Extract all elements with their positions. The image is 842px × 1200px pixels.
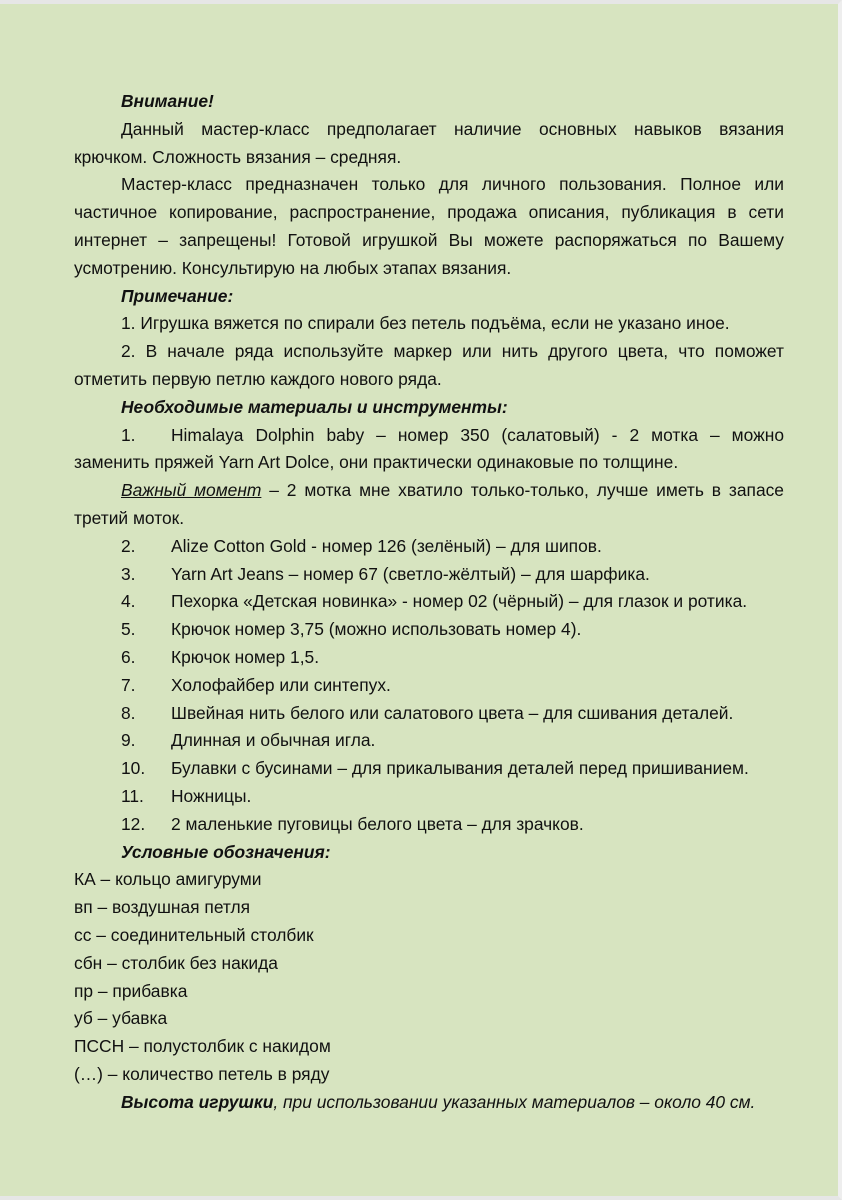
attention-text-line: крючком. Сложность вязания – средняя. (74, 146, 402, 167)
legend-entry: уб – убавка (74, 1008, 168, 1029)
document-content (74, 88, 784, 1116)
material-item (74, 644, 784, 672)
note-item: 2. В начале ряда используйте маркер или нить другого цвета, что поможет (121, 341, 784, 362)
material-item (74, 422, 784, 450)
material-item-text: Крючок номер 1,5. (171, 646, 320, 667)
toy-height-label: Высота игрушки (121, 1091, 274, 1112)
important-note (74, 477, 784, 505)
important-text: – 2 мотка мне хватило только-только, лучше иметь в запасе (261, 480, 784, 501)
important-label: Важный момент (121, 480, 262, 501)
material-item-continued: заменить пряжей Yarn Art Dolce, они практически одинаковые по толщине. (74, 452, 679, 473)
material-item-text: Yarn Art Jeans – номер 67 (светло-жёлтый) – для шарфика. (171, 563, 650, 584)
material-item-text: Пехорка «Детская новинка» - номер 02 (чёрный) – для глазок и ротика. (171, 591, 748, 612)
material-item-text: Булавки с бусинами – для прикалывания деталей перед пришиванием. (171, 758, 749, 779)
material-item (74, 700, 784, 728)
toy-height-text: , при использовании указанных материалов – около 40 см. (273, 1091, 756, 1112)
legend-entry: КА – кольцо амигуруми (74, 869, 262, 890)
material-item-number: 12. (121, 813, 146, 834)
toy-height (74, 1089, 784, 1117)
legend-entry: вп – воздушная петля (74, 897, 251, 918)
material-item-text: Alize Cotton Gold - номер 126 (зелёный) – для шипов. (171, 535, 602, 556)
attention-text-line: интернет – запрещены! Готовой игрушкой Вы можете распоряжаться по Вашему (74, 229, 784, 250)
material-item-number: 7. (121, 674, 136, 695)
legend-entry: пр – прибавка (74, 980, 188, 1001)
material-item-number: 11. (121, 785, 144, 806)
material-item-number: 1. (121, 424, 136, 445)
material-item (74, 672, 784, 700)
material-item-text: Крючок номер 3,75 (можно использовать номер 4). (171, 619, 582, 640)
legend-entry: ПССН – полустолбик с накидом (74, 1036, 331, 1057)
material-item-text: Himalaya Dolphin baby – номер 350 (салатовый) - 2 мотка – можно (171, 424, 784, 445)
material-item-text: Швейная нить белого или салатового цвета – для сшивания деталей. (171, 702, 734, 723)
material-item-text: Длинная и обычная игла. (171, 730, 376, 751)
attention-text-line: усмотрению. Консультирую на любых этапах вязания. (74, 257, 512, 278)
material-item (74, 811, 784, 839)
material-item-text: 2 маленькие пуговицы белого цвета – для зрачков. (171, 813, 584, 834)
material-item-number: 8. (121, 702, 136, 723)
material-item (74, 616, 784, 644)
material-item-number: 5. (121, 619, 136, 640)
materials-heading: Необходимые материалы и инструменты: (121, 396, 508, 417)
material-item-number: 4. (121, 591, 136, 612)
material-item-number: 3. (121, 563, 136, 584)
important-note-continued: третий моток. (74, 507, 185, 528)
attention-text-line: частичное копирование, распространение, продажа описания, публикация в сети (74, 202, 784, 223)
attention-heading: Внимание! (121, 91, 214, 111)
attention-text-line: Данный мастер-класс предполагает наличие основных навыков вязания (121, 118, 784, 139)
material-item-number: 2. (121, 535, 136, 556)
material-item-number: 6. (121, 646, 136, 667)
note-item-continued: отметить первую петлю каждого нового ряда. (74, 368, 442, 389)
material-item-text: Холофайбер или синтепух. (171, 674, 391, 695)
legend-entry: сбн – столбик без накида (74, 952, 278, 973)
legend-entry: сс – соединительный столбик (74, 924, 314, 945)
material-item (74, 755, 784, 783)
material-item (74, 727, 784, 755)
note-item: 1. Игрушка вяжется по спирали без петель подъёма, если не указано иное. (121, 313, 730, 334)
material-item (74, 533, 784, 561)
material-item (74, 561, 784, 589)
legend-heading: Условные обозначения: (121, 841, 331, 862)
material-item (74, 783, 784, 811)
material-item (74, 588, 784, 616)
material-item-number: 10. (121, 758, 146, 779)
note-heading: Примечание: (121, 285, 234, 306)
material-item-number: 9. (121, 730, 136, 751)
legend-entry: (…) – количество петель в ряду (74, 1063, 330, 1084)
material-item-text: Ножницы. (171, 785, 252, 806)
attention-text-line: Мастер-класс предназначен только для личного пользования. Полное или (121, 174, 784, 195)
